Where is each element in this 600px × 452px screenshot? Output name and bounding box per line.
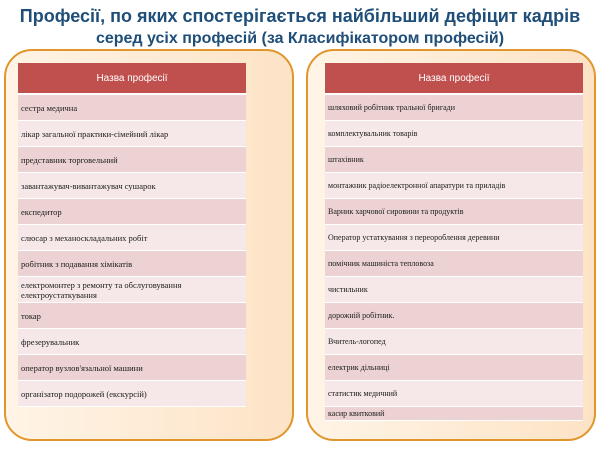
table-row: оператор вузлов'язальної машини [18,355,246,381]
left-table-header: Назва професії [18,63,246,95]
table-row: слюсар з механоскладальних робіт [18,225,246,251]
table-row: касир квитковий [325,407,583,421]
table-row: чистильник [325,277,583,303]
table-row: сестра медична [18,95,246,121]
table-row: помічник машиніста тепловоза [325,251,583,277]
table-row: токар [18,303,246,329]
page-title-line-2: серед усіх професій (за Класифікатором професій) [95,30,505,47]
table-row: представник торговельний [18,147,246,173]
table-row: фрезерувальник [18,329,246,355]
table-row: експедитор [18,199,246,225]
left-professions-table [18,63,246,407]
table-row: завантажувач-вивантажувач сушарок [18,173,246,199]
table-row: Варник харчової сировини та продуктів [325,199,583,225]
table-row: робітник з подавання хімікатів [18,251,246,277]
right-table-header: Назва професії [325,63,583,95]
table-row: Оператор устаткування з переороблення деревини [325,225,583,251]
right-professions-table [325,63,583,421]
page-title [0,4,600,50]
table-row: штахівник [325,147,583,173]
page-title-line-1: Професії, по яких спостерігається найбільший дефіцит кадрів [19,6,581,26]
table-row: електрик дільниці [325,355,583,381]
table-row: комплектувальник товарів [325,121,583,147]
table-row: лікар загальної практики-сімейний лікар [18,121,246,147]
table-row: електромонтер з ремонту та обслуговування електроустаткування [18,277,246,303]
table-row: статистик медичний [325,381,583,407]
table-row: шляховий робітник тральної бригади [325,95,583,121]
left-panel [4,49,294,441]
table-row: дорожній робітник. [325,303,583,329]
table-row: організатор подорожей (екскурсій) [18,381,246,407]
table-row: Вчитель-логопед [325,329,583,355]
right-panel [306,49,596,441]
table-row: монтажник радіоелектронної апаратури та приладів [325,173,583,199]
